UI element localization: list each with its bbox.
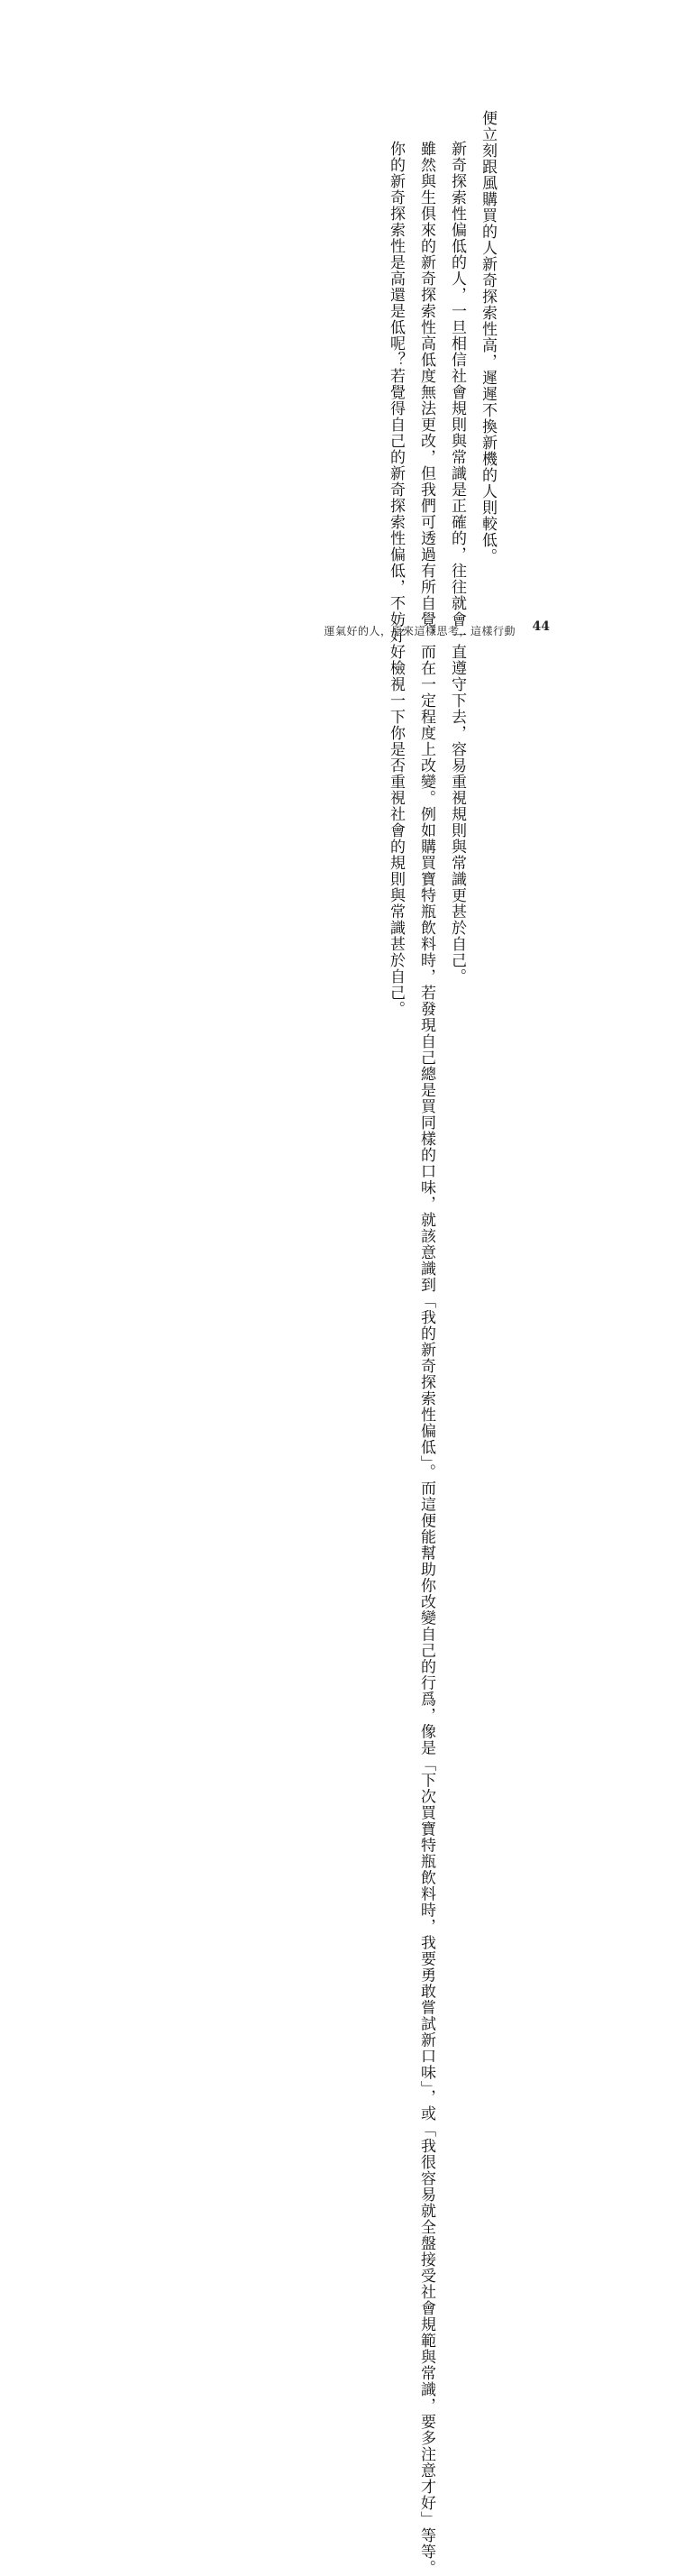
running-title: 運氣好的人，原來這樣思考，這樣行動	[324, 625, 516, 637]
paragraph-1: 便立刻跟風購買的人新奇探索性高，遲遲不換新機的人則較低。	[479, 110, 497, 564]
paragraph-2: 新奇探索性偏低的人，一旦相信社會規則與常識是正確的，往往就會一直遵守下去，容易重視規則與常識更甚於自己。	[448, 141, 466, 985]
page-footer	[0, 619, 676, 641]
paragraph-4: 你的新奇探索性是高還是低呢？若覺得自己的新奇探索性偏低，不妨好好檢視一下你是否重視社會的規則與常識甚於自己。	[387, 141, 405, 1017]
page-number: 44	[532, 619, 550, 634]
paragraph-3: 雖然與生俱來的新奇探索性高低度無法更改，但我們可透過有所自覺，而在一定程度上改變。例如購買寶特瓶飲料時，若發現自己總是買同樣的口味，就該意識到「我的新奇探索性偏低」。而這便能幫助你改變自己的行爲，像是「下次買寶特瓶飲料時，我要勇敢嘗試新口味」，或「我很容易就全盤接受社會規範與常識，要多注意才好」等等。	[417, 141, 435, 2576]
